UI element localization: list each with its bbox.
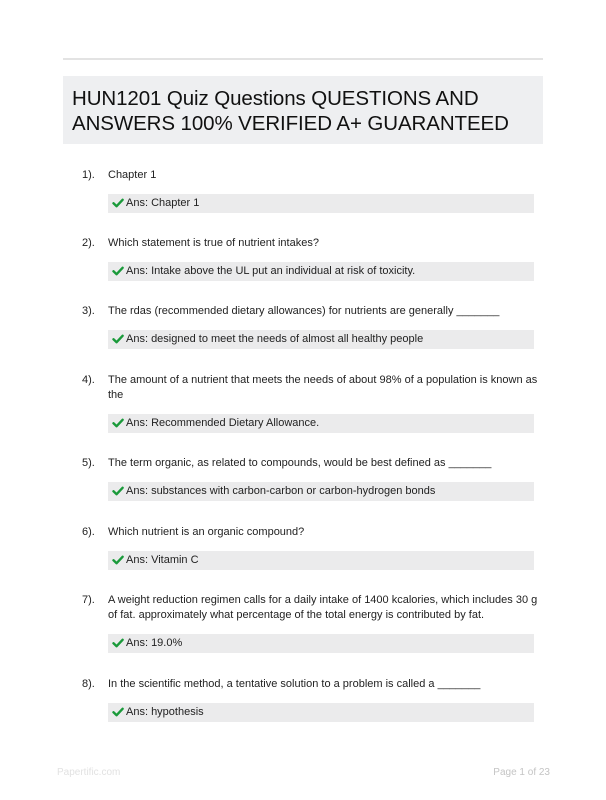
answer-box: [108, 330, 534, 349]
answer-text: Ans: Vitamin C: [126, 554, 199, 566]
answer-box: [108, 634, 534, 653]
answer-box: [108, 482, 534, 501]
question-number: 4).: [82, 374, 95, 386]
answer-text: Ans: Intake above the UL put an individual at risk of toxicity.: [126, 265, 416, 277]
answer-box: [108, 414, 534, 433]
check-icon: [112, 485, 124, 497]
check-icon: [112, 706, 124, 718]
question-number: 8).: [82, 678, 95, 690]
answer-text: Ans: Chapter 1: [126, 197, 200, 209]
question-text: Chapter 1: [108, 169, 157, 181]
question-text: Which statement is true of nutrient intakes?: [108, 237, 319, 249]
question-number: 3).: [82, 305, 95, 317]
question-text: In the scientific method, a tentative solution to a problem is called a _______: [108, 678, 481, 690]
answer-text: Ans: designed to meet the needs of almost all healthy people: [126, 333, 424, 345]
check-icon: [112, 265, 124, 277]
check-icon: [112, 554, 124, 566]
answer-text: Ans: hypothesis: [126, 706, 204, 718]
question-number: 1).: [82, 169, 95, 181]
top-divider: [63, 58, 543, 60]
footer-watermark: Papertific.com: [57, 767, 121, 778]
question-number: 6).: [82, 526, 95, 538]
check-icon: [112, 637, 124, 649]
title-banner: [63, 76, 543, 144]
question-number: 2).: [82, 237, 95, 249]
question-number: 5).: [82, 457, 95, 469]
question-text: The rdas (recommended dietary allowances) for nutrients are generally _______: [108, 305, 500, 317]
question-text: Which nutrient is an organic compound?: [108, 526, 305, 538]
page-indicator: Page 1 of 23: [493, 767, 550, 778]
page-title: HUN1201 Quiz Questions QUESTIONS AND ANSWERS 100% VERIFIED A+ GUARANTEED: [72, 87, 509, 135]
answer-box: [108, 262, 534, 281]
question-number: 7).: [82, 594, 95, 606]
answer-text: Ans: 19.0%: [126, 637, 183, 649]
answer-box: [108, 703, 534, 722]
check-icon: [112, 197, 124, 209]
answer-box: [108, 194, 534, 213]
answer-text: Ans: Recommended Dietary Allowance.: [126, 417, 320, 429]
check-icon: [112, 417, 124, 429]
answer-box: [108, 551, 534, 570]
question-text: The amount of a nutrient that meets the needs of about 98% of a population is known as the: [108, 374, 538, 401]
check-icon: [112, 333, 124, 345]
question-text: A weight reduction regimen calls for a daily intake of 1400 kcalories, which includes 30 g of fat. approximately what percentage of the total energy is contributed by fat.: [108, 594, 538, 621]
answer-text: Ans: substances with carbon-carbon or carbon-hydrogen bonds: [126, 485, 436, 497]
question-text: The term organic, as related to compounds, would be best defined as _______: [108, 457, 492, 469]
